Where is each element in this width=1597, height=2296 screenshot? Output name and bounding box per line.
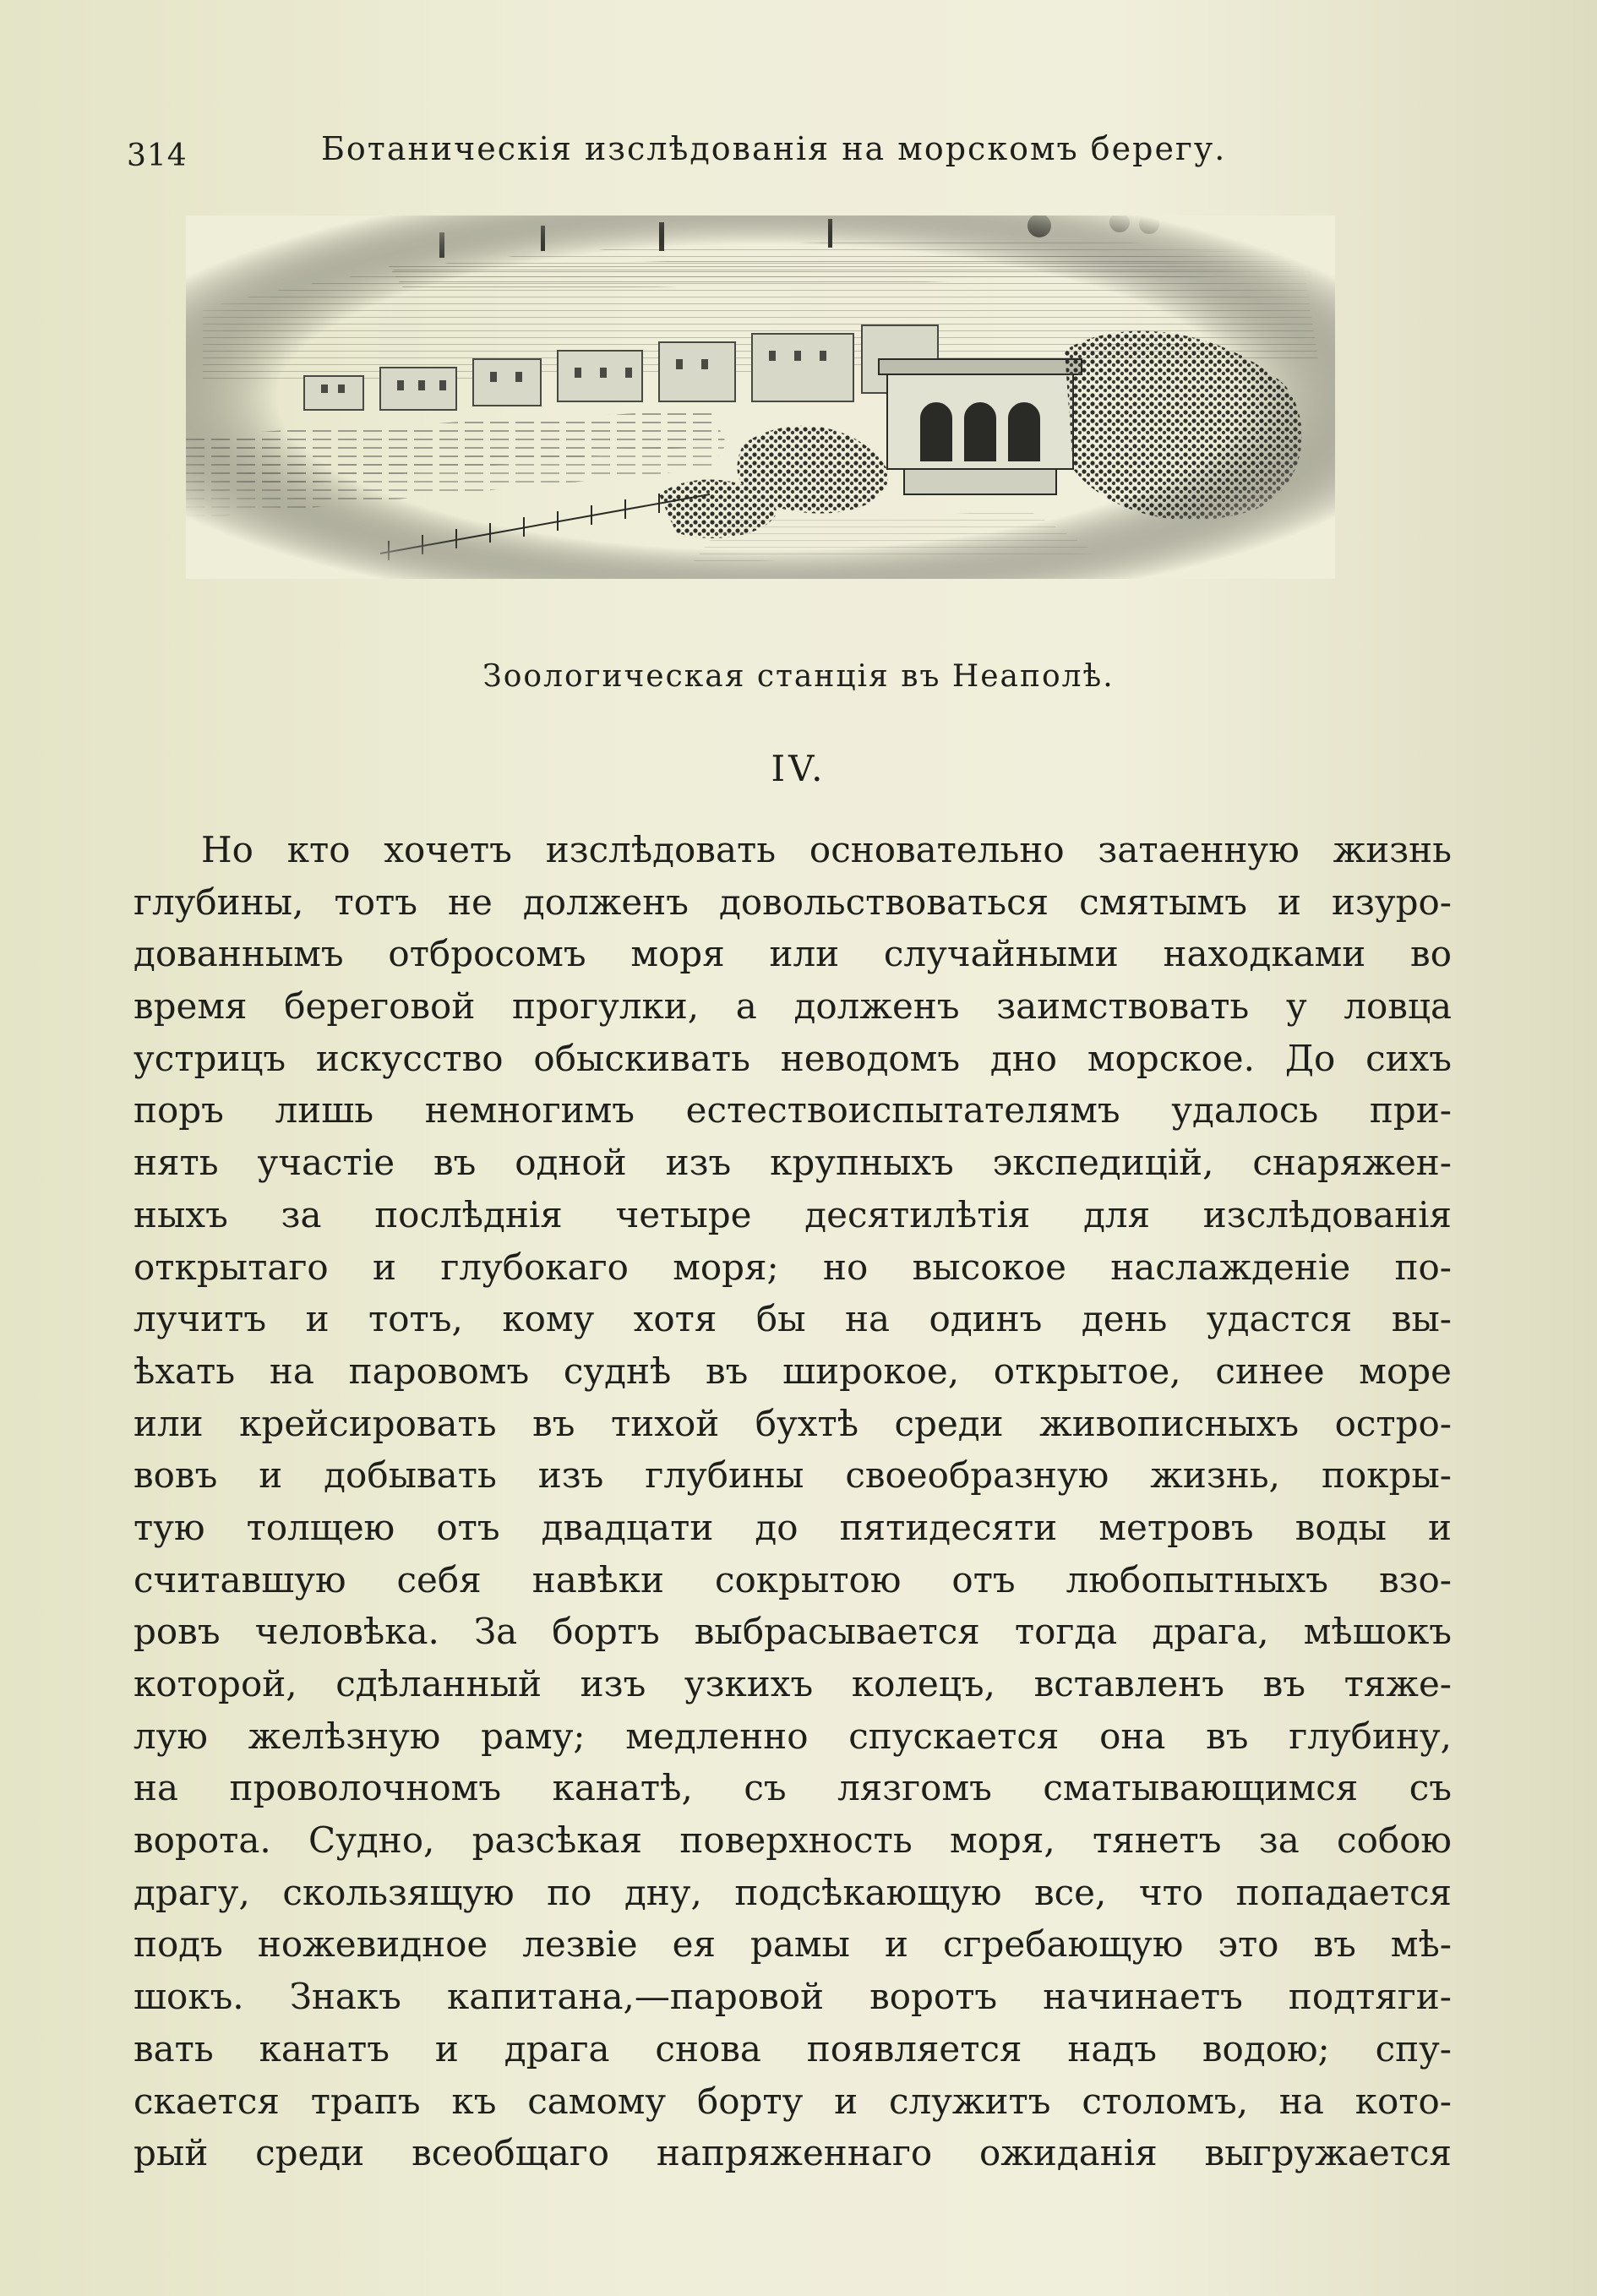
text-line: на проволочномъ канатѣ, съ лязгомъ сматывающимся съ [134, 1767, 1452, 1809]
text-line: скается трапъ къ самому борту и служитъ столомъ, на кото- [134, 2080, 1452, 2122]
page-number: 314 [127, 139, 188, 173]
text-line: ворота. Судно, разсѣкая поверхность моря, тянетъ за собою [134, 1819, 1452, 1862]
page-header [127, 127, 1496, 177]
text-line: считавшую себя навѣки сокрытою отъ любопытныхъ взо- [134, 1558, 1452, 1601]
text-line: глубины, тотъ не долженъ довольствоваться смятымъ и изуро- [134, 881, 1452, 923]
text-line: Но кто хочетъ изслѣдовать основательно затаенную жизнь [201, 829, 1452, 870]
running-title: Ботаническiя изслѣдованiя на морскомъ берегу. [321, 130, 1227, 167]
text-line: ныхъ за послѣднiя четыре десятилѣтiя для изслѣдованiя [134, 1193, 1452, 1235]
text-line: тую толщею отъ двадцати до пятидесяти метровъ воды и [134, 1506, 1452, 1548]
section-heading: IV. [771, 748, 826, 789]
text-line: нять участiе въ одной изъ крупныхъ экспедицiй, снаряжен- [134, 1142, 1452, 1184]
text-line: шокъ. Знакъ капитана,—паровой воротъ начинаетъ подтяги- [134, 1976, 1452, 2018]
text-line: лучитъ и тотъ, кому хотя бы на одинъ день удастся вы- [134, 1298, 1452, 1340]
text-line: драгу, скользящую по дну, подсѣкающую все, что попадается [134, 1871, 1452, 1913]
text-line: поръ лишь немногимъ естествоиспытателямъ удалось при- [134, 1089, 1452, 1132]
body-text [134, 824, 1452, 2179]
text-line: устрицъ искусство обыскивать неводомъ дно морское. До сихъ [134, 1037, 1452, 1079]
text-line: подъ ножевидное лезвiе ея рамы и сгребающую это въ мѣ- [134, 1923, 1452, 1966]
text-line: ровъ человѣка. За бортъ выбрасывается тогда драга, мѣшокъ [134, 1611, 1452, 1653]
engraving-illustration [186, 215, 1335, 579]
text-line: ѣхать на паровомъ суднѣ въ широкое, открытое, синее море [134, 1350, 1452, 1392]
text-line: дованнымъ отбросомъ моря или случайными находками во [134, 933, 1452, 975]
text-line: вать канатъ и драга снова появляется надъ водою; спу- [134, 2027, 1452, 2070]
text-line: лую желѣзную раму; медленно спускается она въ глубину, [134, 1715, 1452, 1757]
text-line: время береговой прогулки, а долженъ заимствовать у ловца [134, 985, 1452, 1028]
text-line: открытаго и глубокаго моря; но высокое наслажденiе по- [134, 1246, 1452, 1288]
figure-caption: Зоологическая станцiя въ Неаполѣ. [482, 659, 1115, 694]
text-line: рый среди всеобщаго напряженнаго ожиданiя выгружается [134, 2132, 1452, 2174]
text-line: которой, сдѣланный изъ узкихъ колецъ, вставленъ въ тяже- [134, 1663, 1452, 1704]
text-line: или крейсировать въ тихой бухтѣ среди живописныхъ остро- [134, 1402, 1452, 1444]
text-line: вовъ и добывать изъ глубины своеобразную жизнь, покры- [134, 1454, 1452, 1497]
